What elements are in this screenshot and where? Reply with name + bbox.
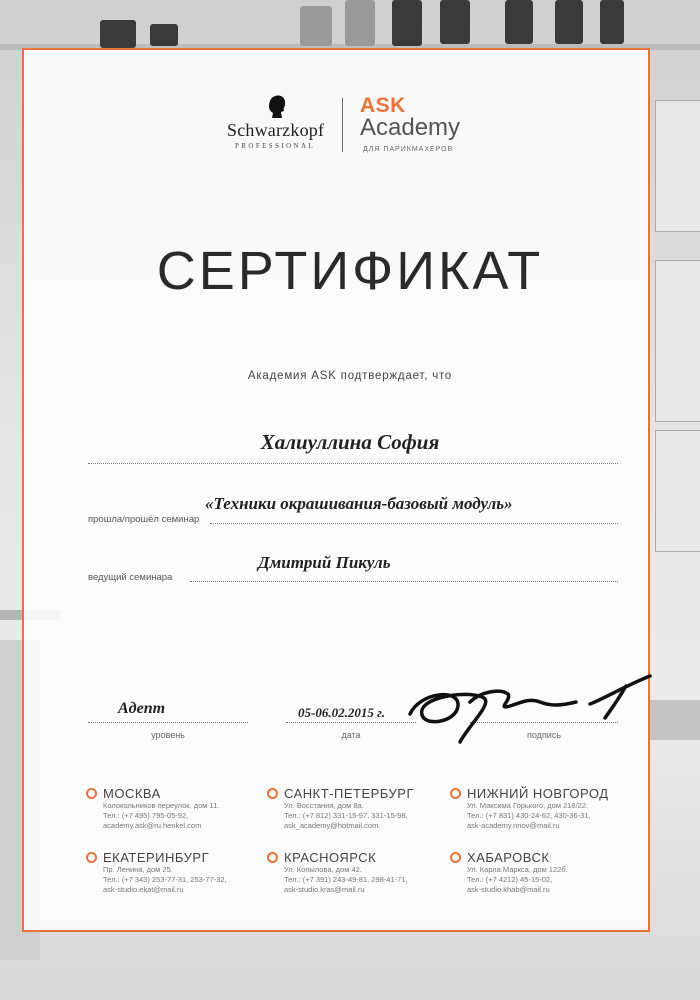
city-address: Ул. Восстания, дом 8а.: [284, 801, 364, 810]
city-phone: Тел.: (+7 812) 331-15-97, 331-15-98,: [284, 811, 408, 820]
city-name: МОСКВА: [103, 786, 161, 801]
location-marker-icon: [450, 852, 461, 863]
schwarzkopf-head-icon: [267, 94, 289, 120]
date-line: [286, 722, 416, 723]
city-address: Ул. Копылова, дом 42.: [284, 865, 362, 874]
city-address: Ул. Карла Маркса, дом 122б.: [467, 865, 568, 874]
logo-divider: [342, 98, 343, 152]
location-marker-icon: [267, 788, 278, 799]
ask-wordmark: ASK: [360, 94, 406, 117]
location-marker-icon: [86, 788, 97, 799]
seminar-name: «Техники окрашивания-базовый модуль»: [205, 494, 513, 513]
city-name: ХАБАРОВСК: [467, 850, 550, 865]
city-kras: [267, 850, 457, 895]
city-name: САНКТ-ПЕТЕРБУРГ: [284, 786, 415, 801]
city-khab: [450, 850, 640, 895]
academy-subtitle: ДЛЯ ПАРИКМАХЕРОВ: [363, 146, 454, 153]
city-nnov: [450, 786, 640, 831]
city-address: Колокольников переулок, дом 11.: [103, 801, 220, 810]
recipient-line: [88, 463, 618, 464]
city-phone: Тел.: (+7 831) 430-24-62, 430-36-31,: [467, 811, 591, 820]
city-email: ask_academy@hotmail.com: [284, 821, 379, 830]
city-phone: Тел.: (+7 391) 243-49-81, 298-41-71,: [284, 875, 408, 884]
recipient-name: Халиуллина София: [260, 430, 440, 454]
date-value: 05-06.02.2015 г.: [298, 705, 385, 720]
city-name: НИЖНИЙ НОВГОРОД: [467, 786, 609, 801]
leader-label: ведущий семинара: [88, 572, 173, 583]
city-email: ask-studio.kras@mail.ru: [284, 885, 365, 894]
city-phone: Тел.: (+7 495) 795-05-92,: [103, 811, 189, 820]
signature-label: подпись: [526, 730, 562, 740]
city-email: ask-academy.nnov@mail.ru: [467, 821, 560, 830]
city-phone: Тел.: (+7 343) 253-77-31, 253-77-32,: [103, 875, 227, 884]
city-name: ЕКАТЕРИНБУРГ: [103, 850, 210, 865]
seminar-line: [210, 523, 618, 524]
signature-mark: [400, 662, 660, 752]
seminar-label: прошла/прошёл семинар: [88, 514, 200, 525]
city-spb: [267, 786, 457, 831]
level-value: Адепт: [118, 700, 166, 717]
leader-line: [190, 581, 618, 582]
academy-wordmark: Academy: [360, 114, 461, 141]
city-phone: Тел.: (+7 4212) 45-15-02,: [467, 875, 553, 884]
city-name: КРАСНОЯРСК: [284, 850, 377, 865]
city-address: Пр. Ленина, дом 25.: [103, 865, 173, 874]
date-label: дата: [341, 730, 361, 740]
schwarzkopf-wordmark: Schwarzkopf: [227, 120, 325, 140]
location-marker-icon: [267, 852, 278, 863]
city-email: ask-studio.ekat@mail.ru: [103, 885, 184, 894]
location-marker-icon: [450, 788, 461, 799]
city-email: academy.ask@ru.henkel.com: [103, 821, 202, 830]
logo: [227, 94, 487, 156]
certificate-title: СЕРТИФИКАТ: [156, 241, 544, 301]
location-marker-icon: [86, 852, 97, 863]
city-address: Ул. Максима Горького, дом 218/22.: [467, 801, 589, 810]
confirms-text: Академия ASK подтверждает, что: [247, 370, 453, 382]
level-label: уровень: [151, 730, 185, 740]
leader-name: Дмитрий Пикуль: [258, 553, 391, 572]
city-moscow: [86, 786, 276, 831]
city-ekat: [86, 850, 276, 895]
level-line: [88, 722, 248, 723]
city-email: ask-studio.khab@mail.ru: [467, 885, 550, 894]
professional-label: PROFESSIONAL: [235, 142, 316, 150]
